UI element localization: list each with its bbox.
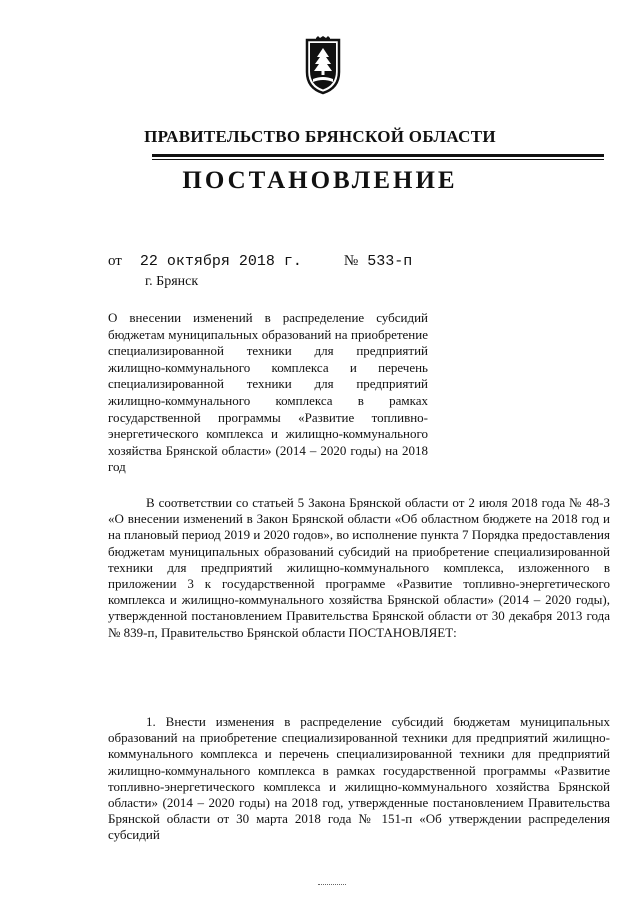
- document-subject: [108, 310, 428, 476]
- clause-paragraph-1: [108, 714, 610, 844]
- paragraph-text: 1. Внести изменения в распределение субсидий бюджетам муниципальных образований на приобретение специализированной техники для предприятий жилищно-коммунального комплекса и перечень специализированной техники для предприятий жилищно-коммунального комплекса в рамках государственной программы «Развитие топливно-энергетического комплекса и жилищно-коммунального хозяйства Брянской области» (2014 – 2020 годы) на 2018 год, утвержденные постановлением Правительства Брянской области от 30 марта 2018 года № 151-п «Об утверждении распределения субсидий: [108, 714, 610, 843]
- date-prefix: от: [108, 253, 122, 269]
- header-rule-thick: [152, 154, 604, 157]
- number-prefix: №: [343, 253, 359, 269]
- page-footer-mark: [318, 884, 346, 887]
- document-number: 533-п: [367, 253, 413, 270]
- coat-of-arms-icon: [303, 36, 343, 96]
- document-meta-line: [108, 253, 412, 270]
- organization-title: ПРАВИТЕЛЬСТВО БРЯНСКОЙ ОБЛАСТИ: [144, 127, 496, 146]
- paragraph-text: В соответствии со статьей 5 Закона Брянской области от 2 июля 2018 года № 48-З «О внесении изменений в Закон Брянской области «Об областном бюджете на 2018 год и на плановый период 2019 и 2020 годов», во исполнение пункта 7 Порядка предоставления бюджетам муниципальных образований субсидий на приобретение специализированной техники для предприятий жилищно-коммунального комплекса, изложенного в приложении 3 к государственной программе «Развитие топливно-энергетического комплекса и жилищно-коммунального хозяйства Брянской области» (2014 – 2020 годы), утвержденной постановлением Правительства Брянской области от 30 декабря 2013 года № 839-п, Правительство Брянской области ПОСТАНОВЛЯЕТ:: [108, 495, 610, 640]
- document-type-title: ПОСТАНОВЛЕНИЕ: [182, 167, 458, 194]
- subject-text: О внесении изменений в распределение субсидий бюджетам муниципальных образований на приобретение специализированной техники для предприятий жилищно-коммунального комплекса и перечень специализированной техники для предприятий жилищно-коммунального комплекса в рамках государственной программы «Развитие топливно-энергетического комплекса и жилищно-коммунального хозяйства Брянской области» (2014 – 2020 годы) на 2018 год: [108, 310, 428, 475]
- header-rule-thin: [152, 159, 604, 160]
- preamble-paragraph: [108, 495, 610, 641]
- document-city: г. Брянск: [145, 274, 199, 289]
- document-date: 22 октября 2018 г.: [139, 253, 302, 270]
